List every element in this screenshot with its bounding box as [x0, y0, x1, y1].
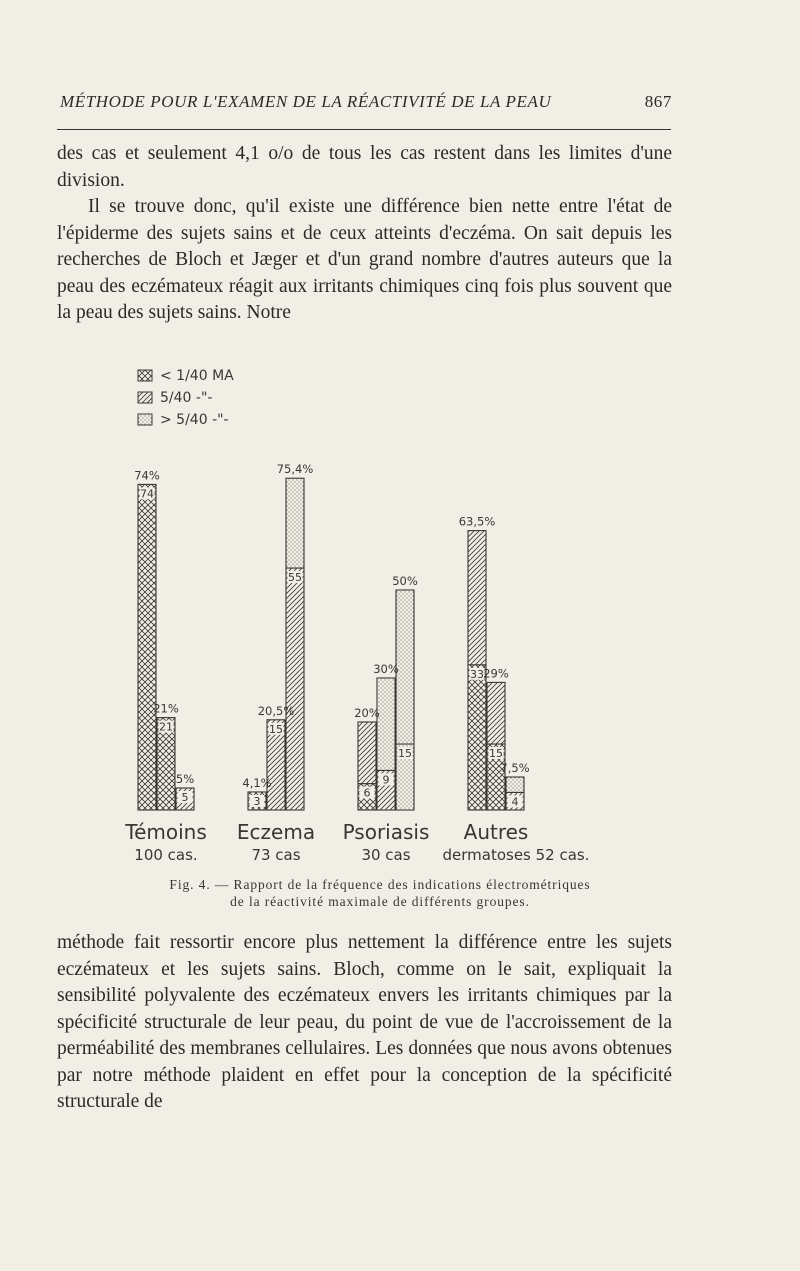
bar-segment: [468, 531, 486, 665]
group-count-label: 73 cas: [251, 846, 301, 864]
bar-percent-label: 4,1%: [242, 775, 272, 790]
segment-value-label: 15: [269, 722, 283, 736]
segment-value-label: 21: [159, 720, 173, 734]
bar-segment: [358, 722, 376, 784]
bar-segment: [286, 568, 304, 810]
segment-value-label: 15: [398, 747, 412, 760]
segment-value-label: 3: [253, 794, 261, 808]
bar-segment: [138, 484, 156, 810]
bar-percent-label: 74%: [134, 468, 160, 483]
figure-caption: [100, 876, 660, 910]
group-name-label: Psoriasis: [342, 820, 430, 844]
paragraph-3: méthode fait ressortir encore plus nettement la différence entre les sujets eczémateux et les sujets sains. Bloch, comme on le sait, expliquait la sensibilité polyvalente des eczémateux envers les irritants chimiques par la spécificité structurale de leur peau, du point de vue de l'accroissement de la perméabilité des membranes cellulaires. Les données que nous avons obtenues par notre méthode plaident en effet pour la conception de la spécificité structurale de: [57, 932, 672, 1112]
caption-line-2: de la réactivité maximale de différents groupes.: [230, 894, 530, 909]
group-name-label: Autres: [463, 820, 529, 844]
bar-percent-label: 50%: [392, 574, 418, 588]
segment-value-label: 55: [288, 571, 302, 584]
running-title: MÉTHODE POUR L'EXAMEN DE LA RÉACTIVITÉ DE LA PEAU: [60, 92, 552, 111]
bar-percent-label: 75,4%: [276, 462, 314, 477]
segment-value-label: 5: [181, 791, 189, 804]
legend-label: < 1/40 MA: [160, 368, 234, 384]
bar-percent-label: 29%: [483, 666, 509, 681]
bar-percent-label: 21%: [153, 701, 179, 716]
bar-percent-label: 5%: [175, 772, 195, 786]
segment-value-label: 15: [489, 747, 503, 760]
segment-value-label: 4: [511, 795, 519, 809]
bar-segment: [468, 665, 486, 810]
legend-swatch-dots: [138, 414, 152, 425]
paragraph-1: des cas et seulement 4,1 o/o de tous les cas restent dans les limites d'une division.: [57, 143, 672, 191]
caption-line-1: Fig. 4. — Rapport de la fréquence des indications électrométriques: [169, 877, 591, 892]
bar-segment: [487, 682, 505, 744]
group-count-label: 30 cas: [361, 846, 411, 864]
segment-value-label: 33: [470, 667, 484, 681]
segment-value-label: 6: [363, 786, 371, 800]
bar-segment: [286, 478, 304, 568]
legend-label: 5/40 -"-: [160, 390, 213, 406]
group-name-label: Eczema: [236, 820, 316, 844]
bar-chart: [100, 355, 660, 875]
bar-segment: [377, 678, 395, 770]
legend-swatch-crosshatch: [138, 370, 152, 381]
segment-value-label: 74: [140, 487, 154, 501]
group-count-label: dermatoses 52 cas.: [442, 846, 590, 864]
segment-value-label: 9: [382, 773, 390, 787]
legend-swatch-diagonal: [138, 392, 152, 403]
bar-percent-label: 20,5%: [257, 703, 295, 718]
group-name-label: Témoins: [125, 820, 207, 844]
bar-percent-label: 30%: [373, 662, 399, 676]
paragraph-2: Il se trouve donc, qu'il existe une différence bien nette entre l'état de l'épiderme des sujets sains et de ceux atteints d'eczéma. On sait depuis les recherches de Bloch et Jæger et d'un grand nombre d'autres auteurs que la peau des eczémateux réagit aux irritants chimiques cinq fois plus souvent que la peau des sujets sains. Notre: [57, 196, 672, 323]
bar-percent-label: 20%: [354, 706, 380, 720]
page-number: 867: [644, 92, 672, 111]
group-count-label: 100 cas.: [134, 846, 198, 864]
bar-percent-label: 7,5%: [500, 761, 530, 775]
bar-segment: [506, 777, 524, 792]
header-rule: [57, 129, 671, 130]
chart-legend: [138, 368, 234, 428]
bar-percent-label: 63,5%: [458, 514, 496, 529]
figure-4: [100, 355, 660, 915]
legend-label: > 5/40 -"-: [160, 412, 229, 428]
